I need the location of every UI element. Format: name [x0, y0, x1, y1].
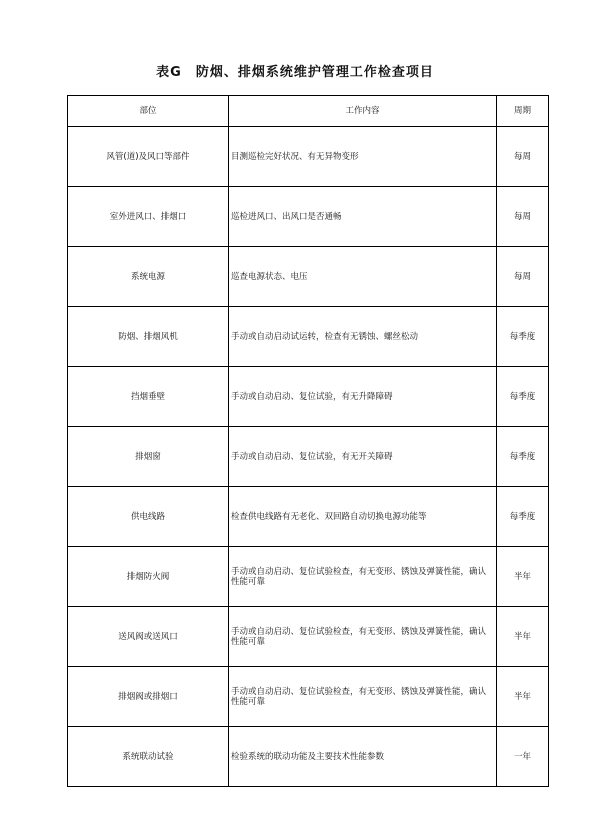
- table-row: [68, 487, 549, 547]
- header-part: 部位: [68, 96, 229, 127]
- table-header-row: [68, 96, 549, 127]
- cell-cycle: 每季度: [497, 487, 549, 547]
- table-row: [68, 667, 549, 727]
- cell-part: 排烟防火阀: [68, 547, 229, 607]
- cell-cycle: 半年: [497, 667, 549, 727]
- table-row: [68, 547, 549, 607]
- table-row: [68, 247, 549, 307]
- cell-content: 目测巡检完好状况、有无异物变形: [229, 127, 497, 187]
- cell-content: 检查供电线路有无老化、双回路自动切换电源功能等: [229, 487, 497, 547]
- cell-part: 系统电源: [68, 247, 229, 307]
- page-title: 表G 防烟、排烟系统维护管理工作检查项目: [156, 65, 434, 80]
- cell-content: 手动或自动启动、复位试验检查，有无变形、锈蚀及弹簧性能，确认性能可靠: [229, 607, 497, 667]
- inspection-table: [67, 95, 549, 787]
- cell-content: 手动或自动启动试运转，检查有无锈蚀、螺丝松动: [229, 307, 497, 367]
- cell-content: 手动或自动启动、复位试验检查，有无变形、锈蚀及弹簧性能，确认性能可靠: [229, 667, 497, 727]
- cell-cycle: 每季度: [497, 367, 549, 427]
- header-content: 工作内容: [229, 96, 497, 127]
- cell-cycle: 每周: [497, 247, 549, 307]
- cell-content: 手动或自动启动、复位试验检查，有无变形、锈蚀及弹簧性能，确认性能可靠: [229, 547, 497, 607]
- cell-cycle: 每周: [497, 187, 549, 247]
- cell-part: 供电线路: [68, 487, 229, 547]
- cell-part: 风管(道)及风口等部件: [68, 127, 229, 187]
- cell-content: 检验系统的联动功能及主要技术性能参数: [229, 727, 497, 787]
- table-row: [68, 187, 549, 247]
- table-row: [68, 427, 549, 487]
- cell-part: 防烟、排烟风机: [68, 307, 229, 367]
- cell-cycle: 半年: [497, 547, 549, 607]
- cell-content: 巡查电源状态、电压: [229, 247, 497, 307]
- cell-part: 排烟窗: [68, 427, 229, 487]
- cell-cycle: 每季度: [497, 307, 549, 367]
- cell-cycle: 每季度: [497, 427, 549, 487]
- table-row: [68, 607, 549, 667]
- table-row: [68, 727, 549, 787]
- cell-part: 系统联动试验: [68, 727, 229, 787]
- cell-cycle: 每周: [497, 127, 549, 187]
- cell-content: 巡检进风口、出风口是否通畅: [229, 187, 497, 247]
- cell-cycle: 半年: [497, 607, 549, 667]
- table-row: [68, 367, 549, 427]
- cell-content: 手动或自动启动、复位试验，有无开关障碍: [229, 427, 497, 487]
- cell-part: 挡烟垂壁: [68, 367, 229, 427]
- header-cycle: 周期: [497, 96, 549, 127]
- cell-cycle: 一年: [497, 727, 549, 787]
- cell-part: 送风阀或送风口: [68, 607, 229, 667]
- cell-part: 排烟阀或排烟口: [68, 667, 229, 727]
- table-row: [68, 307, 549, 367]
- table-row: [68, 127, 549, 187]
- cell-content: 手动或自动启动、复位试验，有无升降障碍: [229, 367, 497, 427]
- cell-part: 室外进风口、排烟口: [68, 187, 229, 247]
